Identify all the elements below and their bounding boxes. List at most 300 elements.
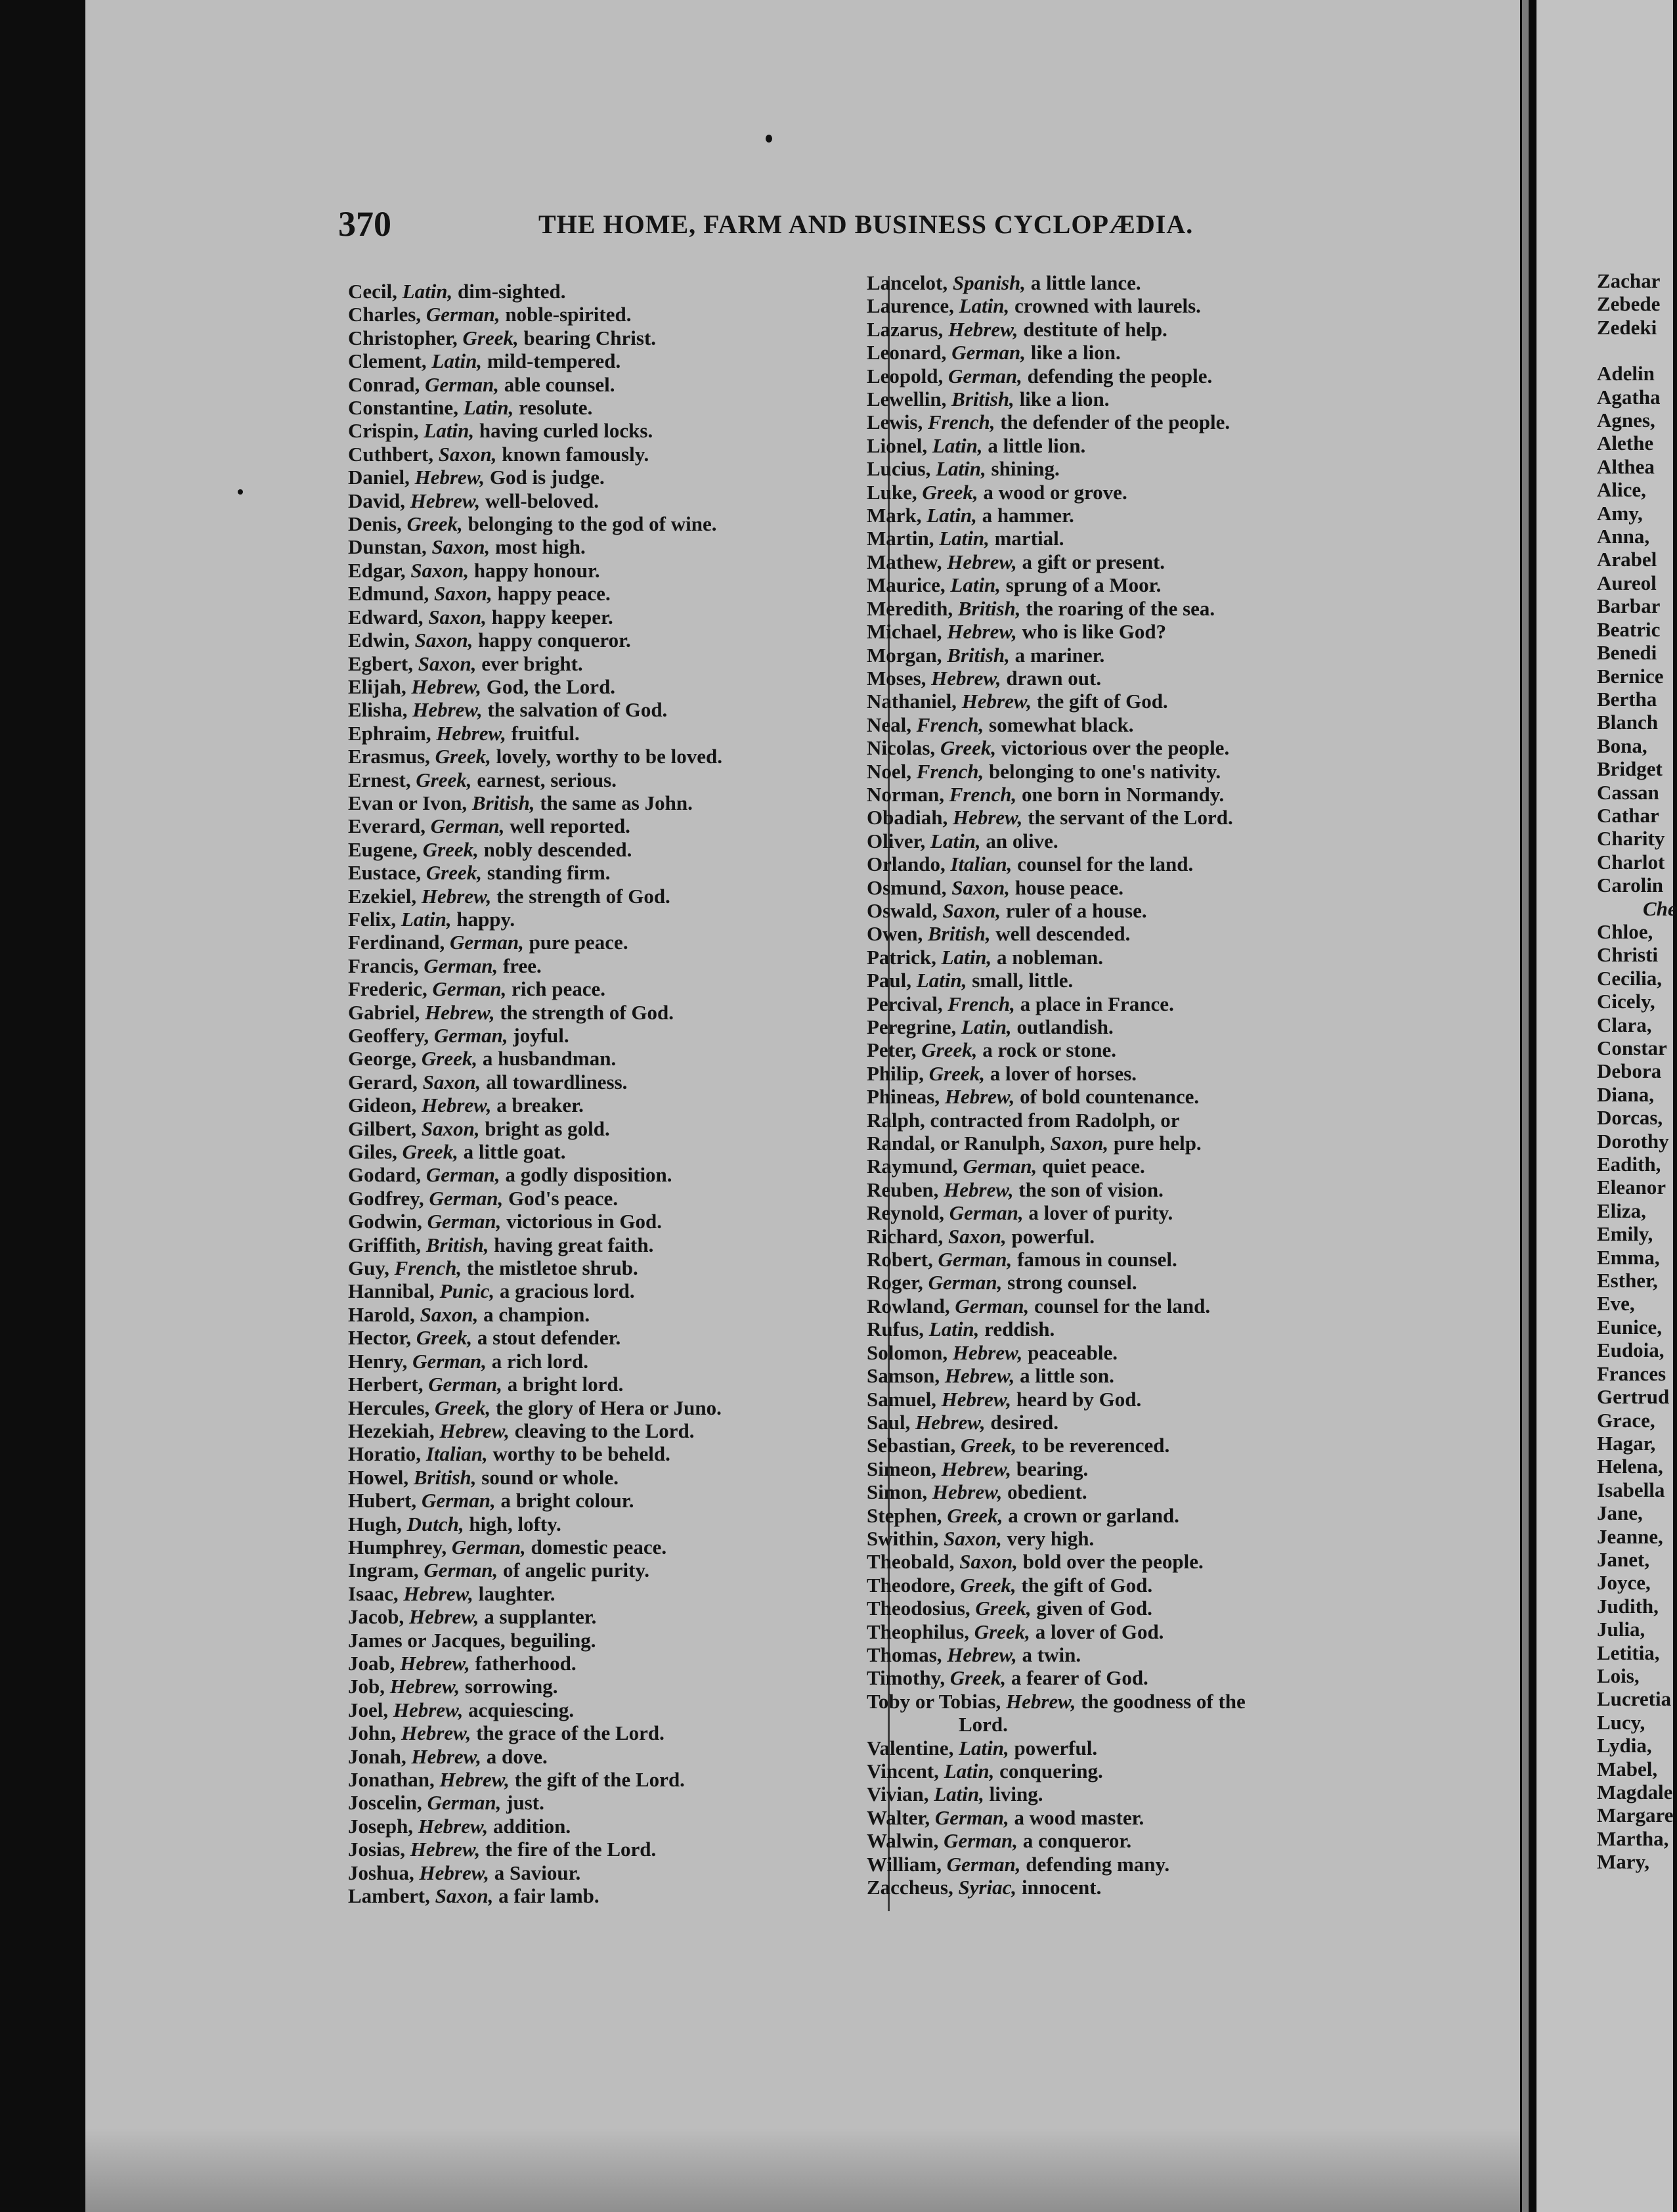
entry-name: Elijah, [348,675,406,698]
name-entry [348,326,722,349]
name-entry [867,830,1246,852]
entry-origin: German, [946,1852,1021,1876]
entry-name: Joseph, [348,1814,414,1838]
name-entry [867,573,1246,596]
name-entry [348,535,722,558]
entry-origin: Hebrew, [436,721,506,745]
name-entry [867,1062,1246,1085]
cropped-name-entry: Mabel, [1597,1757,1658,1781]
cropped-name-entry: Eleanor [1597,1176,1666,1199]
cropped-name-entry: Constar [1597,1036,1667,1059]
entry-origin: Hebrew, [421,1094,492,1117]
name-entry [867,1038,1246,1061]
entry-meaning: famous in counsel. [1017,1248,1177,1272]
entry-origin: Hebrew, [409,1605,479,1629]
entry-name: Gabriel, [348,1000,420,1024]
cropped-name-entry: Agnes, [1597,409,1655,432]
entry-meaning: desired. [990,1410,1058,1434]
entry-origin: Hebrew, [411,1744,481,1768]
entry-meaning: a little son. [1020,1364,1114,1388]
entry-name: Henry, [348,1349,408,1373]
names-column-left [348,280,722,1907]
entry-name: Theophilus, [867,1620,969,1643]
cropped-name-entry: Charlot [1597,850,1665,874]
entry-name: Godfrey, [348,1186,424,1210]
entry-origin: Greek, [922,480,978,504]
entry-origin: Saxon, [1050,1132,1109,1155]
entry-meaning: a twin. [1022,1643,1081,1666]
name-entry [867,1364,1246,1387]
entry-origin: Hebrew, [944,1178,1014,1201]
entry-meaning: a stout defender. [477,1326,621,1350]
cropped-name-entry: Eudoia, [1597,1338,1665,1362]
entry-origin: Saxon, [433,582,492,606]
name-entry [867,1550,1246,1573]
name-entry [348,1024,722,1047]
cropped-name-entry: Diana, [1597,1082,1654,1106]
name-entry [348,1745,722,1768]
name-entry [348,1815,722,1838]
entry-name: Guy, [348,1256,389,1280]
page-number: 370 [338,204,391,244]
entry-origin: Hebrew, [947,550,1017,573]
entry-origin: Saxon, [944,1526,1002,1550]
entry-name: Ferdinand, [348,931,445,954]
entry-meaning: all towardliness. [486,1070,628,1094]
entry-origin: German, [948,364,1022,387]
entry-meaning: having curled locks. [479,419,653,443]
entry-origin: Latin, [934,1782,984,1806]
entry-name: Theodore, [867,1573,955,1597]
entry-name: Erasmus, [348,745,430,768]
entry-origin: Greek, [406,512,463,536]
entry-meaning: a nobleman. [997,945,1103,969]
name-entry [867,457,1246,480]
entry-name: Eugene, [348,837,418,861]
entry-meaning: of angelic purity. [502,1559,649,1582]
name-entry [867,1271,1246,1294]
name-entry [867,504,1246,527]
entry-meaning: earnest, serious. [477,768,617,791]
name-entry [348,1791,722,1814]
name-entry [867,1155,1246,1178]
name-entry [348,1373,722,1396]
name-entry [867,713,1246,736]
entry-name: Randal, or Ranulph, [867,1132,1045,1155]
entry-origin: Hebrew, [418,1814,489,1838]
entry-origin: Greek, [425,861,483,885]
entry-meaning: the son of vision. [1018,1178,1164,1201]
ink-speck [238,489,243,495]
cropped-name-entry: Carolin [1597,874,1664,897]
name-entry [867,1574,1246,1597]
entry-origin: Greek, [960,1434,1017,1457]
entry-origin: Hebrew, [948,317,1018,341]
name-entry [348,1419,722,1442]
entry-origin: Saxon, [948,1224,1007,1248]
entry-meaning: a wood or grove. [983,480,1127,504]
cropped-name-entry: Magdale [1597,1781,1673,1803]
entry-meaning: belonging to one's nativity. [989,759,1221,783]
entry-meaning: somewhat black. [989,713,1134,736]
entry-meaning: happy. [456,907,515,931]
page-title: THE HOME, FARM AND BUSINESS CYCLOPÆDIA. [538,210,1194,239]
entry-name: Simon, [867,1480,928,1504]
entry-name: Rowland, [867,1294,950,1317]
name-entry [867,1666,1246,1689]
cropped-name-entry: Cassan [1597,780,1659,804]
entry-meaning: free. [502,954,542,977]
entry-name: Michael, [867,620,942,644]
entry-origin: German, [955,1294,1030,1317]
entry-origin: Hebrew, [952,806,1023,830]
cropped-name-entry: Lucy, [1597,1710,1645,1734]
entry-name: Lewis, [867,410,923,434]
name-entry [348,1721,722,1744]
entry-name: Phineas, [867,1085,940,1109]
name-entry [348,466,722,489]
entry-origin: German, [427,1791,502,1815]
entry-meaning: drawn out. [1006,666,1102,690]
name-entry [867,620,1246,643]
entry-meaning: laughter. [478,1582,555,1605]
entry-meaning: happy keeper. [491,605,613,629]
entry-origin: German, [432,977,507,1001]
entry-meaning: the strength of God. [500,1000,674,1024]
name-entry [348,722,722,745]
entry-origin: Hebrew, [421,884,492,908]
cropped-name-entry: Arabel [1597,548,1657,571]
entry-origin: Greek, [435,1396,491,1419]
entry-origin: Hebrew, [915,1410,986,1434]
name-entry [867,1806,1246,1829]
entry-meaning: a bright colour. [500,1489,634,1513]
entry-name: Samson, [867,1364,940,1388]
entry-origin: Spanish, [952,271,1026,294]
entry-name: Joshua, [348,1861,414,1884]
entry-origin: French, [949,782,1017,806]
cropped-name-entry: Letitia, [1597,1641,1660,1664]
name-entry [348,512,722,535]
name-entry [867,946,1246,969]
entry-name: Christopher, [348,326,458,349]
entry-origin: Hebrew, [401,1721,471,1745]
name-entry [867,1201,1246,1224]
entry-name: Ralph, contracted from Radolph, or [867,1108,1180,1132]
cropped-name-entry: Jane, [1597,1501,1643,1525]
cropped-name-entry: Althea [1597,454,1655,478]
entry-meaning: a lover of horses. [990,1061,1137,1085]
entry-name: Toby or Tobias, [867,1689,1001,1713]
ink-speck [766,135,772,143]
entry-origin: Hebrew, [961,690,1032,713]
name-entry [348,1513,722,1536]
name-entry [348,559,722,582]
entry-origin: German, [451,1535,526,1559]
names-column-middle [867,271,1246,1899]
entry-meaning: very high. [1007,1526,1095,1550]
entry-meaning: heard by God. [1016,1387,1142,1411]
name-entry [348,675,722,698]
entry-origin: Saxon, [410,558,469,582]
name-entry [867,1597,1246,1620]
name-entry [867,992,1246,1015]
cropped-name-entry: Alethe [1597,431,1654,455]
entry-name: Leonard, [867,341,947,365]
entry-meaning: addition. [493,1814,571,1838]
entry-name: Dunstan, [348,535,427,559]
cropped-name-entry: Barbar [1597,594,1661,618]
entry-meaning: bold over the people. [1022,1550,1204,1574]
name-entry [348,1768,722,1791]
name-entry [348,1094,722,1117]
entry-name: Conrad, [348,372,420,396]
running-head [0,204,1673,250]
entry-meaning: victorious over the people. [1001,736,1230,760]
cropped-name-entry: Bernice [1597,664,1664,688]
name-entry [867,1620,1246,1643]
entry-origin: French, [916,759,984,783]
name-entry [867,852,1246,875]
entry-name: Horatio, [348,1442,422,1466]
entry-origin: German, [450,931,524,954]
entry-origin: German, [428,1373,503,1396]
entry-origin: German, [425,303,500,326]
entry-meaning: bearing. [1016,1457,1089,1480]
cropped-name-entry: Eunice, [1597,1315,1663,1338]
cropped-name-entry: Dorcas, [1597,1106,1663,1130]
entry-origin: Saxon, [428,605,487,629]
entry-meaning: pure help. [1113,1132,1202,1155]
entry-name: Edwin, [348,629,410,652]
entry-meaning: the salvation of God. [487,698,668,722]
entry-origin: Saxon, [942,898,1001,922]
name-entry [867,783,1246,806]
entry-meaning: lovely, worthy to be loved. [496,745,723,768]
entry-meaning: sound or whole. [481,1465,619,1489]
cropped-name-entry: Cicely, [1597,990,1655,1013]
entry-meaning: powerful. [1014,1736,1098,1759]
name-entry [867,1782,1246,1805]
cropped-name-entry: Lucretia [1597,1687,1672,1711]
entry-origin: German, [412,1349,487,1373]
name-entry [348,1861,722,1884]
entry-name: William, [867,1852,942,1876]
entry-meaning: a mariner. [1014,643,1105,667]
entry-origin: Latin, [424,419,475,443]
cropped-name-entry: Christi [1597,943,1658,967]
entry-meaning: a conqueror. [1022,1829,1132,1853]
entry-name: Geoffery, [348,1024,429,1047]
page-bottom-shading [85,2128,1520,2212]
entry-origin: Greek, [928,1061,985,1085]
name-entry [348,1675,722,1698]
entry-meaning: the servant of the Lord. [1028,806,1233,830]
name-entry [348,1582,722,1605]
entry-origin: Hebrew, [410,489,481,512]
name-entry [348,349,722,372]
entry-origin: Greek, [422,837,479,861]
cropped-name-entry: Esther, [1597,1269,1658,1293]
entry-origin: Hebrew, [944,1364,1015,1388]
entry-name: Oliver, [867,829,926,852]
entry-name: Simeon, [867,1457,936,1480]
entry-meaning: able counsel. [504,372,615,396]
name-entry [348,1629,722,1652]
entry-meaning: a fair lamb. [498,1884,599,1908]
entry-origin: German, [963,1155,1037,1178]
cropped-name-entry: Eliza, [1597,1199,1646,1222]
entry-meaning: innocent. [1021,1876,1102,1899]
entry-meaning: a little goat. [463,1140,566,1164]
entry-meaning: dim-sighted. [458,280,566,303]
entry-origin: Latin, [930,829,981,852]
entry-meaning: a fearer of God. [1011,1666,1148,1690]
entry-name: Gilbert, [348,1117,417,1140]
entry-origin: Greek, [462,326,519,349]
name-entry [867,1876,1246,1899]
entry-name: Rufus, [867,1317,925,1341]
entry-meaning: a gracious lord. [499,1279,635,1303]
entry-name: Martin, [867,527,934,550]
entry-meaning: an olive. [986,829,1058,852]
name-entry [867,922,1246,945]
entry-name: Morgan, [867,643,942,667]
entry-meaning: high, lofty. [469,1512,561,1536]
entry-name: Jonah, [348,1744,406,1768]
entry-meaning: the same as John. [540,791,693,814]
name-entry [867,294,1246,317]
entry-name: Lambert, [348,1884,430,1908]
name-entry [348,280,722,303]
entry-origin: Hebrew, [425,1000,495,1024]
name-entry [867,1015,1246,1038]
entry-origin: Greek, [421,1047,478,1071]
entry-name: Stephen, [867,1503,942,1527]
entry-meaning: peaceable. [1028,1340,1118,1364]
entry-name: Eustace, [348,861,422,885]
cropped-name-entry: Jeanne, [1597,1524,1663,1548]
entry-origin: German, [938,1248,1013,1272]
entry-meaning: worthy to be beheld. [492,1442,670,1466]
entry-name: Meredith, [867,596,953,620]
name-entry [867,644,1246,667]
cropped-name-entry: Chloe, [1597,919,1653,943]
entry-name: Charles, [348,303,422,326]
entry-meaning: sorrowing. [464,1675,558,1698]
name-entry [348,1466,722,1489]
entry-name: Ephraim, [348,721,431,745]
entry-name: Godard, [348,1163,422,1187]
name-entry [867,271,1246,294]
entry-origin: Latin, [961,1015,1012,1038]
entry-name: John, [348,1721,397,1745]
name-entry [348,582,722,605]
entry-name: Herbert, [348,1373,424,1396]
entry-meaning: ruler of a house. [1005,898,1147,922]
entry-meaning: mild-tempered. [487,349,621,373]
entry-name: Theodosius, [867,1597,970,1620]
entry-name: Howel, [348,1465,409,1489]
entry-name: Francis, [348,954,419,977]
entry-origin: Italian, [425,1442,488,1466]
name-entry [348,1698,722,1721]
name-entry [348,1047,722,1070]
name-entry [867,1317,1246,1340]
entry-meaning: a supplanter. [484,1605,597,1629]
scanned-page [85,0,1520,2212]
name-entry [867,527,1246,550]
entry-meaning: a husbandman. [482,1047,617,1071]
name-entry [867,1294,1246,1317]
entry-origin: German, [430,814,505,838]
entry-meaning: victorious in God. [506,1210,663,1233]
entry-origin: Greek, [416,768,472,791]
name-entry [867,1178,1246,1201]
cropped-name-entry: Cathar [1597,803,1659,827]
name-entry [348,745,722,768]
name-entry [348,1838,722,1861]
entry-origin: German, [949,1201,1024,1225]
entry-meaning: sprung of a Moor. [1005,573,1162,597]
entry-origin: Saxon, [418,652,477,675]
entry-meaning: defending many. [1026,1852,1170,1876]
name-entry [348,1442,722,1465]
entry-origin: German, [425,372,499,396]
entry-origin: British, [951,387,1014,411]
entry-meaning: the gift of God. [1021,1573,1153,1597]
name-entry [348,838,722,861]
entry-origin: Hebrew, [410,1838,481,1861]
cropped-name-entry: Gertrud [1597,1385,1670,1409]
entry-origin: Latin, [959,294,1010,318]
entry-origin: Hebrew, [419,1861,490,1884]
name-entry [348,1187,722,1210]
entry-origin: German, [425,1163,500,1187]
entry-meaning: a place in France. [1020,992,1174,1015]
cropped-name-entry: Adelin [1597,362,1655,386]
entry-meaning: strong counsel. [1007,1271,1137,1294]
entry-meaning: counsel for the land. [1034,1294,1211,1317]
entry-meaning: known famously. [502,442,649,466]
entry-origin: Latin, [926,504,977,527]
name-entry [348,419,722,442]
entry-name: Joscelin, [348,1791,422,1815]
entry-name: Walter, [867,1805,930,1829]
name-entry [867,1109,1246,1132]
entry-name: James or Jacques, [348,1628,506,1652]
entry-meaning: powerful. [1011,1224,1095,1248]
entry-name: Lancelot, [867,271,948,294]
entry-meaning: cleaving to the Lord. [514,1419,695,1442]
name-entry [867,387,1246,410]
entry-meaning: standing firm. [487,861,611,885]
name-entry [867,434,1246,457]
entry-name: Owen, [867,922,923,946]
entry-meaning: martial. [994,527,1064,550]
name-entry [348,1140,722,1163]
entry-name: Lazarus, [867,317,944,341]
entry-origin: Hebrew, [947,620,1017,644]
cropped-name-entry: Amy, [1597,501,1643,525]
entry-origin: French, [928,410,995,434]
entry-name: Sebastian, [867,1434,956,1457]
name-entry [348,1326,722,1349]
name-entry [348,1559,722,1582]
name-entry [348,652,722,675]
entry-meaning: God's peace. [508,1186,619,1210]
entry-origin: Latin, [941,945,992,969]
